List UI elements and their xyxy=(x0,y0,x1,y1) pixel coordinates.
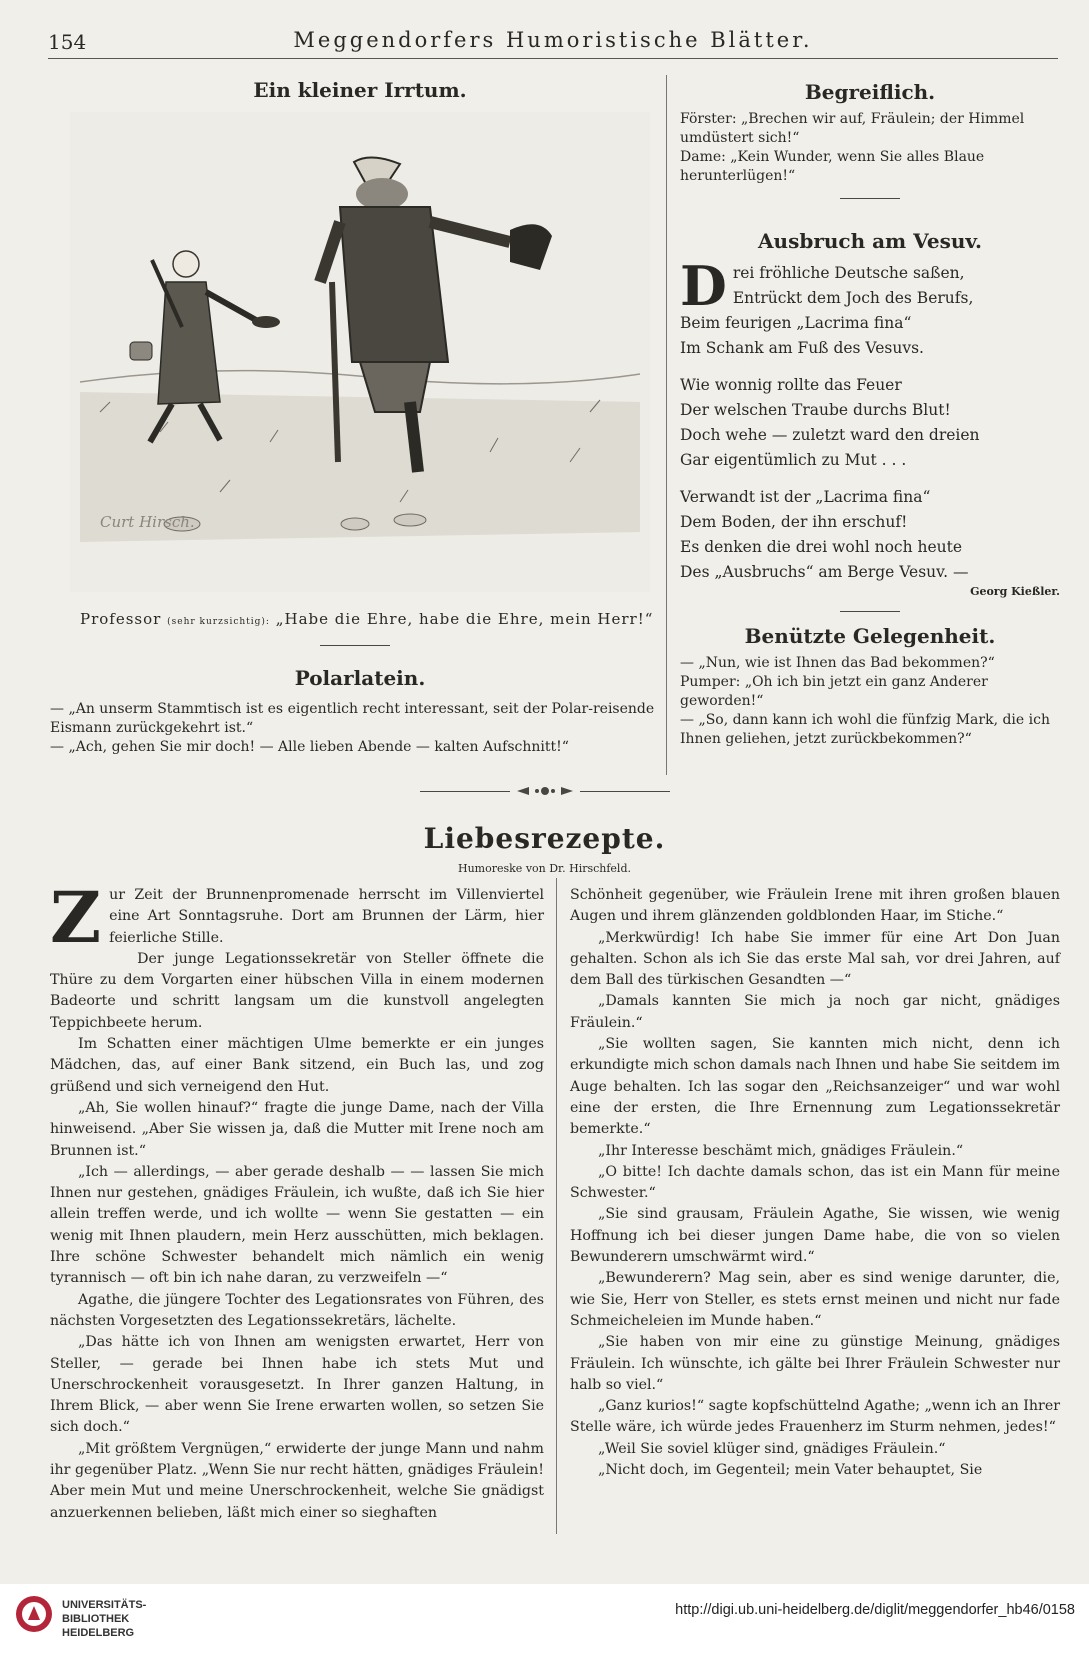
story-dropcap: Z xyxy=(50,876,102,959)
page-header xyxy=(48,28,1058,59)
paragraph-text: ur Zeit der Brunnenpromenade herrscht im Villenviertel eine Art Sonntagsruhe. Dort am Brunnen der Lärm, hier feierliche Stille. xyxy=(109,887,544,946)
poem-line: rei fröhliche Deutsche saßen, xyxy=(732,264,965,282)
paragraph xyxy=(50,876,544,959)
right-column xyxy=(680,80,1060,749)
polar-line-1: — „An unserm Stammtisch ist es eigentlich recht interessant, seit der Polar-reisende Eismann zurückgekehrt ist.“ xyxy=(50,701,655,736)
paragraph: „O bitte! Ich dachte damals schon, das ist ein Mann für meine Schwester.“ xyxy=(570,1163,1060,1202)
begreiflich-line-1: Förster: „Brechen wir auf, Fräulein; der Himmel umdüstert sich!“ xyxy=(680,111,1025,146)
paragraph: Agathe, die jüngere Tochter des Legationsrates von Führen, des nächsten Vorgesetzten des Legationssekretärs, lächelte. xyxy=(50,1291,544,1329)
poem-line: Doch wehe — zuletzt ward den dreien xyxy=(680,426,980,444)
paragraph: „Weil Sie soviel klüger sind, gnädiges Fräulein.“ xyxy=(598,1440,946,1457)
begreiflich-title: Begreiflich. xyxy=(804,80,936,104)
paragraph: „Das hätte ich von Ihnen am wenigsten erwartet, Herr von Steller, — gerade bei Ihnen habe ich stets Mut und Unerschrockenheit vorausgesetzt. In Ihrer ganzen Haltung, in Ihrem Blick, — aber wenn Sie Irene erwarten wollen, so setzen Sie sich doch.“ xyxy=(50,1334,544,1436)
paragraph: Der junge Legationssekretär von Steller öffnete die Thüre zu dem Vorgarten einer hübschen Villa in einem modernen Badeorte und schritt langsam um die kunstvoll angelegten Teppichbeete herum. xyxy=(50,950,544,1031)
paragraph: Im Schatten einer mächtigen Ulme bemerkte er ein junges Mädchen, das, auf einer Bank sitzend, ein Buch las, und zog grüßend und sich verneigend den Hut. xyxy=(50,1036,544,1095)
paragraph: „Sie wollten sagen, Sie kannten mich nicht, denn ich erkundigte mich schon damals nach Ihnen und habe Sie seitdem im Auge behalten. Ich las sogar den „Reichsanzeiger“ und war wohl eine der ersten, die Ihre Ernennung zum Legationssekretär bemerkte.“ xyxy=(570,1036,1060,1138)
artist-signature: Curt Hirsch. xyxy=(100,513,195,531)
stanza-3 xyxy=(680,485,1060,585)
liebes-right-column xyxy=(570,885,1060,1481)
paragraph: „Sie sind grausam, Fräulein Agathe, Sie wissen, wie wenig Hoffnung ich bei dieser jungen Dame habe, die von so vielen Bewunderern umschwärmt wird.“ xyxy=(570,1206,1060,1266)
paragraph: „Sie haben von mir eine zu günstige Meinung, gnädiges Fräulein. Ich wünschte, ich gälte bei Ihrer Fräulein Schwester nur halb so viel.“ xyxy=(570,1334,1060,1393)
separator xyxy=(840,198,900,199)
liebes-title: Liebesrezepte. xyxy=(423,822,666,855)
benuetzte-line-3: — „So, dann kann ich wohl die fünfzig Mark, die ich Ihnen geliehen, jetzt zurückbekommen?“ xyxy=(680,712,1050,747)
journal-title: Meggendorfers Humoristische Blätter. xyxy=(293,28,813,52)
paragraph: „Ich — allerdings, — aber gerade deshalb — — lassen Sie mich Ihnen nur gestehen, gnädiges Fräulein, ich wußte, daß ich Sie hier allein treffen werde, und ich wollte — wenn Sie gestatten — ein wenig mit Ihnen plaudern, mein Herz ausschütten, mich beklagen. Ihre schöne Schwester behandelt mich nämlich ein wenig tyrannisch — oft bin ich nahe daran, zu verzweifeln —“ xyxy=(50,1163,544,1287)
irrtum-title: Ein kleiner Irrtum. xyxy=(253,78,467,102)
polar-text xyxy=(50,700,655,757)
page-number: 154 xyxy=(48,30,87,54)
column-divider xyxy=(556,878,557,1534)
poem-line: Es denken die drei wohl noch heute xyxy=(680,538,963,556)
university-seal-icon xyxy=(14,1594,54,1634)
irrtum-caption xyxy=(80,610,660,628)
library-name-line: BIBLIOTHEK xyxy=(62,1613,130,1625)
stanza-1 xyxy=(680,254,1060,361)
poem-line: Verwandt ist der „Lacrima fina“ xyxy=(680,488,931,506)
liebes-left-column xyxy=(50,876,545,1524)
poem-dropcap: D xyxy=(680,254,727,318)
caption-speaker: Professor xyxy=(80,610,162,628)
vesuv-title: Ausbruch am Vesuv. xyxy=(758,229,982,253)
paragraph: „Ihr Interesse beschämt mich, gnädiges Fräulein.“ xyxy=(598,1142,964,1159)
poem-line: Des „Ausbruchs“ am Berge Vesuv. — xyxy=(680,563,969,581)
caption-note: (sehr kurzsichtig): xyxy=(167,617,270,627)
caption-text: „Habe die Ehre, habe die Ehre, mein Herr!“ xyxy=(275,610,654,628)
poem-line: Im Schank am Fuß des Vesuvs. xyxy=(680,339,924,357)
poem-line: Entrückt dem Joch des Berufs, xyxy=(732,289,974,307)
poem-author: Georg Kießler. xyxy=(970,585,1060,598)
ornament-icon xyxy=(515,785,575,797)
poem-line: Wie wonnig rollte das Feuer xyxy=(680,376,902,394)
poem-line: Der welschen Traube durchs Blut! xyxy=(680,401,951,419)
divider-rule xyxy=(320,645,390,646)
library-name-line: HEIDELBERG xyxy=(62,1627,135,1639)
polar-line-2: — „Ach, gehen Sie mir doch! — Alle lieben Abende — kalten Aufschnitt!“ xyxy=(50,739,569,755)
separator xyxy=(840,611,900,612)
paragraph: „Ganz kurios!“ sagte kopfschüttelnd Agathe; „wenn ich an Ihrer Stelle wäre, ich würde jedes Frauenherz im Sturm nehmen, jedes!“ xyxy=(570,1398,1060,1436)
ornament-rule-left xyxy=(420,791,510,792)
stanza-2 xyxy=(680,373,1060,473)
vesuv-poem xyxy=(680,254,1060,599)
paragraph: „Mit größtem Vergnügen,“ erwiderte der junge Mann und nahm ihr gegenüber Platz. „Wenn Sie nur recht hätten, gnädiges Fräulein! Aber mein Mut und meine Unerschrockenheit, welche Sie gnädigst anzuerkennen belieben, läßt mich einer so sieghaften xyxy=(50,1440,545,1521)
library-name-line: UNIVERSITÄTS- xyxy=(62,1599,147,1611)
poem-line: Dem Boden, der ihn erschuf! xyxy=(680,513,908,531)
paragraph: „Merkwürdig! Ich habe Sie immer für eine Art Don Juan gehalten. Schon als ich Sie das erste Mal sah, vor drei Jahren, auf dem Ball des türkischen Gesandten —“ xyxy=(570,929,1060,989)
begreiflich-text xyxy=(680,110,1060,186)
column-divider xyxy=(666,75,667,775)
library-footer xyxy=(0,1584,1089,1664)
benuetzte-line-1: — „Nun, wie ist Ihnen das Bad bekommen?“ xyxy=(680,655,995,671)
ornament-rule-right xyxy=(580,791,670,792)
paragraph: Schönheit gegenüber, wie Fräulein Irene mit ihren großen blauen Augen und ihrem glänzenden goldblonden Haar, im Stiche.“ xyxy=(570,887,1060,925)
paragraph: „Damals kannten Sie mich ja noch gar nicht, gnädiges Fräulein.“ xyxy=(570,993,1060,1031)
benuetzte-text xyxy=(680,654,1060,749)
source-url-link[interactable]: http://digi.ub.uni-heidelberg.de/diglit/meggendorfer_hb46/0158 xyxy=(675,1602,1075,1618)
benuetzte-title: Benützte Gelegenheit. xyxy=(744,624,996,648)
begreiflich-line-2: Dame: „Kein Wunder, wenn Sie alles Blaue herunterlügen!“ xyxy=(680,149,985,184)
library-name xyxy=(62,1598,146,1640)
poem-line: Beim feurigen „Lacrima fina“ xyxy=(680,314,912,332)
paragraph: „Bewunderern? Mag sein, aber es sind wenige darunter, die, wie Sie, Herr von Steller, es stets ernst meinen und nicht nur fade Schmeicheleien im Munde haben.“ xyxy=(570,1270,1060,1329)
scarecrow-illustration xyxy=(70,112,650,592)
polar-title: Polarlatein. xyxy=(294,666,426,690)
poem-line: Gar eigentümlich zu Mut . . . xyxy=(680,451,907,469)
liebes-subtitle: Humoreske von Dr. Hirschfeld. xyxy=(458,862,631,875)
paragraph: „Nicht doch, im Gegenteil; mein Vater behauptet, Sie xyxy=(598,1462,983,1479)
paragraph: „Ah, Sie wollen hinauf?“ fragte die junge Dame, nach der Villa hinweisend. „Aber Sie wissen ja, daß die Mutter mit Irene noch am Brunnen ist.“ xyxy=(50,1099,544,1159)
benuetzte-line-2: Pumper: „Oh ich bin jetzt ein ganz Anderer geworden!“ xyxy=(680,674,988,709)
